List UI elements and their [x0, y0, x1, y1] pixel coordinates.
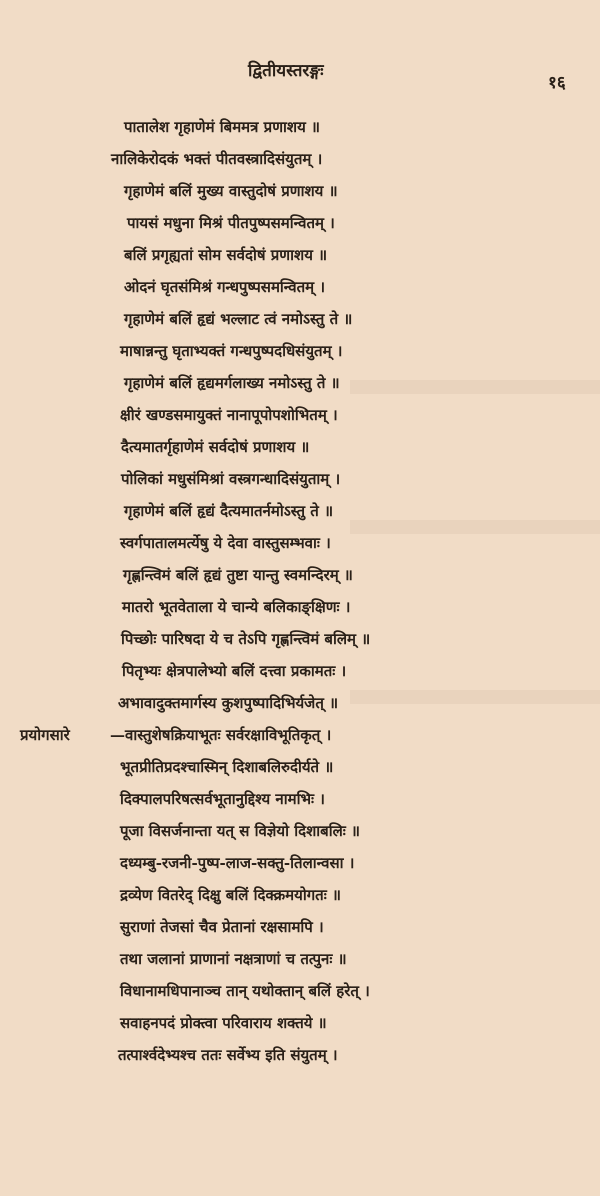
verse-line: गृहाणेमं बलिं हृद्यं दैत्यमातर्नमोऽस्तु ते ॥ — [124, 502, 334, 520]
bleed-through-shade — [350, 380, 600, 394]
verse-line: सुराणां तेजसां चैव प्रेतानां रक्षसामपि । — [120, 918, 324, 936]
page-number: १६ — [548, 73, 566, 93]
verse-line: क्षीरं खण्डसमायुक्तं नानापूपोपशोभितम् । — [120, 406, 338, 424]
verse-line: पूजा विसर्जनान्ता यत् स विज्ञेयो दिशाबलिः ॥ — [120, 822, 361, 840]
verse-line: नालिकेरोदकं भक्तं पीतवस्त्रादिसंयुतम् । — [111, 150, 323, 168]
verse-line: तथा जलानां प्राणानां नक्षत्राणां च तत्पुनः ॥ — [120, 950, 347, 968]
verse-line: गृह्णन्त्विमं बलिं हृद्यं तुष्टा यान्तु स्वमन्दिरम् ॥ — [123, 566, 353, 584]
verse-line: द्रव्येण वितरेद् दिक्षु बलिं दिक्क्रमयोगतः ॥ — [120, 886, 341, 904]
bleed-through-shade — [350, 690, 600, 704]
verse-line: ओदनं घृतसंमिश्रं गन्धपुष्पसमन्वितम् । — [124, 278, 326, 296]
verse-line: गृहाणेमं बलिं हृद्यं भल्लाट त्वं नमोऽस्तु ते ॥ — [124, 310, 353, 328]
verse-line: तत्पार्श्वदेभ्यश्च ततः सर्वेभ्य इति संयुतम् । — [118, 1046, 338, 1064]
verse-line: बलिं प्रगृह्यतां सोम सर्वदोषं प्रणाशय ॥ — [124, 246, 328, 264]
bleed-through-shade — [350, 520, 600, 534]
verse-line: मातरो भूतवेताला ये चान्ये बलिकाङ्क्षिणः । — [122, 598, 351, 616]
verse-line: —वास्तुशेषक्रियाभूतः सर्वरक्षाविभूतिकृत् । — [110, 726, 332, 744]
verse-line: पितृभ्यः क्षेत्रपालेभ्यो बलिं दत्त्वा प्रकामतः । — [122, 662, 347, 680]
verse-line: दिक्पालपरिषत्सर्वभूतानुद्दिश्य नामभिः । — [120, 790, 325, 808]
verse-line: दैत्यमातर्गृहाणेमं सर्वदोषं प्रणाशय ॥ — [121, 438, 310, 456]
verse-line: दध्यम्बु-रजनी-पुष्प-लाज-सक्तु-तिलान्वसा । — [120, 854, 355, 872]
verse-line: विधानामधिपानाञ्च तान् यथोक्तान् बलिं हरेत् । — [120, 982, 370, 1000]
verse-line: पिच्छोः पारिषदा ये च तेऽपि गृह्णन्त्विमं बलिम् ॥ — [121, 630, 371, 648]
verse-line: गृहाणेमं बलिं मुख्य वास्तुदोषं प्रणाशय ॥ — [124, 182, 338, 200]
verse-line: पायसं मधुना मिश्रं पीतपुष्पसमन्वितम् । — [127, 214, 335, 232]
verse-line: अभावादुक्तमार्गस्य कुशपुष्पादिभिर्यजेत् ॥ — [118, 694, 339, 712]
verse-line: गृहाणेमं बलिं हृद्यमर्गलाख्य नमोऽस्तु ते ॥ — [124, 374, 340, 392]
verse-line: सवाहनपदं प्रोक्त्वा परिवाराय शक्तये ॥ — [120, 1014, 327, 1032]
verse-line: पोलिकां मधुसंमिश्रां वस्त्रगन्धादिसंयुताम् । — [121, 470, 341, 488]
verse-line: माषान्नन्तु घृताभ्यक्तं गन्धपुष्पदधिसंयुतम् । — [120, 342, 343, 360]
verse-line: स्वर्गपातालमर्त्येषु ये देवा वास्तुसम्भवाः । — [120, 534, 331, 552]
source-label: प्रयोगसारे — [20, 726, 70, 744]
page-header — [0, 58, 600, 93]
verse-line: भूतप्रीतिप्रदश्चास्मिन् दिशाबलिरुदीर्यते ॥ — [120, 758, 334, 776]
chapter-title: द्वितीयस्तरङ्गः — [248, 61, 324, 81]
verse-line: पातालेश गृहाणेमं बिममत्र प्रणाशय ॥ — [124, 118, 321, 136]
